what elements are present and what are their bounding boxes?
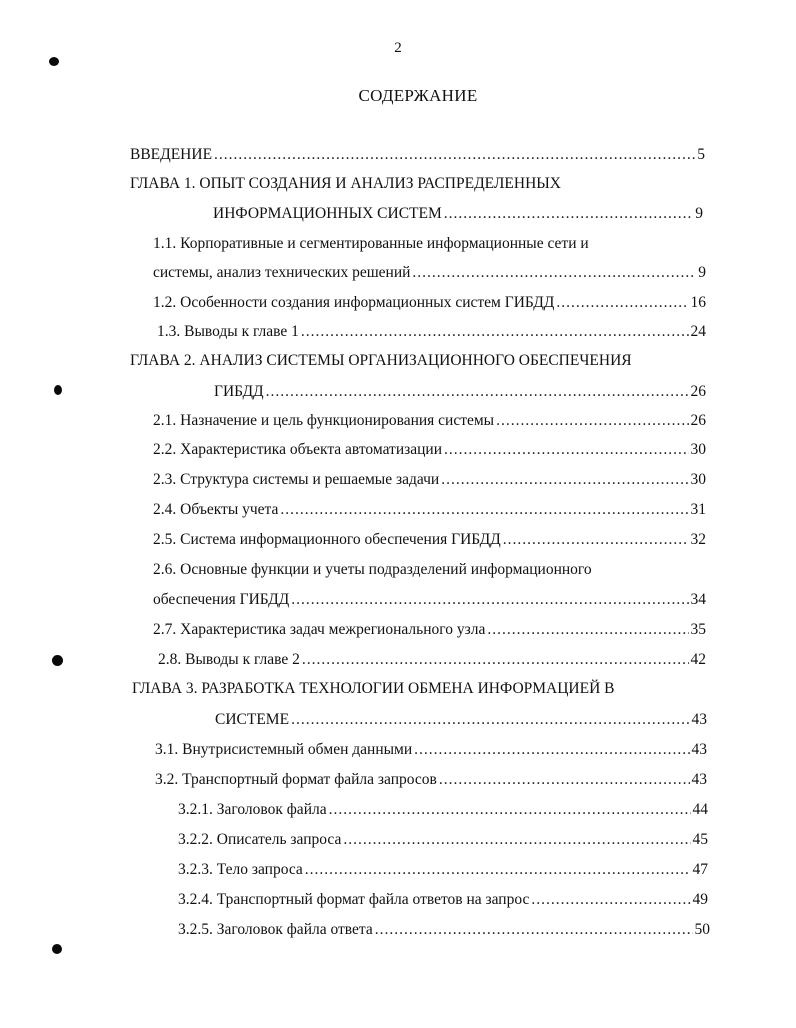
toc-entry-chapter-1-line-1 [130,173,730,195]
toc-entry-page: 32 [690,531,706,548]
dot-leader [444,439,688,461]
toc-entry-page: 49 [692,891,708,908]
page-title: СОДЕРЖАНИЕ [358,86,478,105]
toc-entry-label: 3.1. Внутрисистемный обмен данными [155,741,413,758]
toc-entry-3-2-2 [178,829,708,851]
toc-entry-label: 1.3. Выводы к главе 1 [157,323,299,340]
dot-leader [556,292,688,314]
toc-entry-label: 1.1. Корпоративные и сегментированные информационные сети и [153,235,589,252]
toc-entry-2-4 [153,499,706,521]
toc-entry-page: 9 [695,205,703,222]
toc-entry-introduction [130,144,705,166]
toc-entry-2-3 [153,469,706,491]
toc-entry-label: СИСТЕМЕ [215,711,290,728]
page-number: 2 [394,40,402,56]
toc-entry-page: 34 [690,591,706,608]
toc-entry-2-6 [153,589,706,611]
toc-entry-label: 3.2.1. Заголовок файла [178,801,327,818]
toc-entry-1-2 [153,292,706,314]
toc-entry-label: 2.7. Характеристика задач межрегионального узла [153,621,486,638]
dot-leader [375,919,693,941]
toc-entry-2-1 [153,410,706,432]
scan-mark [52,655,63,666]
toc-entry-2-8 [158,649,706,671]
toc-entry-1-1-line-1 [153,233,713,255]
toc-entry-chapter-2-line-1 [130,350,740,372]
toc-entry-page: 45 [692,831,708,848]
toc-entry-label: 3.2. Транспортный формат файла запросов [155,771,437,788]
dot-leader [496,410,688,432]
dot-leader [291,709,689,731]
toc-entry-1-1 [153,262,706,284]
toc-entry-page: 24 [690,323,706,340]
toc-entry-label: 1.2. Особенности создания информационных систем ГИБДД [153,294,555,311]
toc-entry-3-2-4 [178,889,708,911]
dot-leader [291,589,688,611]
toc-entry-2-2 [153,439,706,461]
toc-entry-label: 2.2. Характеристика объекта автоматизации [153,441,443,458]
toc-entry-label: ИНФОРМАЦИОННЫХ СИСТЕМ [213,205,442,222]
toc-entry-3-2-5 [178,919,710,941]
toc-entry-3-2-1 [178,799,708,821]
toc-entry-chapter-2 [214,381,706,403]
dot-leader [301,321,689,343]
toc-entry-2-5 [153,529,706,551]
toc-entry-page: 5 [697,146,705,163]
dot-leader [503,529,689,551]
dot-leader [214,144,695,166]
toc-entry-3-2 [155,769,707,791]
toc-entry-chapter-3 [215,709,707,731]
toc-entry-label: 2.3. Структура системы и решаемые задачи [153,471,440,488]
toc-entry-page: 42 [690,651,706,668]
toc-entry-page: 26 [690,383,706,400]
toc-entry-2-6-line-1 [153,559,713,581]
toc-entry-page: 43 [691,771,707,788]
toc-entry-label: 2.8. Выводы к главе 2 [158,651,300,668]
toc-entry-page: 30 [690,441,706,458]
toc-entry-chapter-3-line-1 [132,678,732,700]
toc-entry-page: 44 [692,801,708,818]
dot-leader [487,619,688,641]
toc-entry-label: 2.1. Назначение и цель функционирования системы [153,412,495,429]
toc-entry-page: 31 [690,501,706,518]
toc-entry-label: 3.2.5. Заголовок файла ответа [178,921,373,938]
dot-leader [343,829,690,851]
toc-entry-label: ГЛАВА 2. АНАЛИЗ СИСТЕМЫ ОРГАНИЗАЦИОННОГО ОБЕСПЕЧЕНИЯ [130,352,632,369]
dot-leader [305,859,691,881]
dot-leader [531,889,690,911]
dot-leader [414,739,689,761]
toc-entry-chapter-1 [213,203,703,225]
toc-entry-label: ГЛАВА 1. ОПЫТ СОЗДАНИЯ И АНАЛИЗ РАСПРЕДЕЛЕННЫХ [130,175,561,192]
dot-leader [329,799,691,821]
dot-leader [441,469,688,491]
toc-entry-page: 43 [691,741,707,758]
toc-entry-page: 26 [690,412,706,429]
dot-leader [280,499,688,521]
toc-entry-2-7 [153,619,706,641]
toc-entry-label: системы, анализ технических решений [153,264,411,281]
toc-entry-page: 30 [690,471,706,488]
toc-entry-label: 2.4. Объекты учета [153,501,279,518]
toc-entry-label: 2.5. Система информационного обеспечения ГИБДД [153,531,501,548]
toc-entry-page: 35 [690,621,706,638]
toc-entry-3-2-3 [178,859,708,881]
dot-leader [266,381,689,403]
toc-entry-label: обеспечения ГИБДД [153,591,290,608]
toc-entry-page: 47 [692,861,708,878]
scan-mark [49,57,59,66]
toc-entry-page: 9 [698,264,706,281]
dot-leader [412,262,696,284]
dot-leader [439,769,690,791]
toc-entry-label: 3.2.4. Транспортный формат файла ответов на запрос [178,891,530,908]
scan-mark [54,385,62,395]
toc-entry-page: 50 [694,921,710,938]
toc-entry-page: 43 [691,711,707,728]
toc-entry-3-1 [155,739,707,761]
toc-entry-label: 3.2.2. Описатель запроса [178,831,342,848]
toc-entry-1-3 [157,321,706,343]
dot-leader [444,203,693,225]
toc-entry-label: ГЛАВА 3. РАЗРАБОТКА ТЕХНОЛОГИИ ОБМЕНА ИНФОРМАЦИЕЙ В [132,680,615,697]
toc-entry-label: ГИБДД [214,383,264,400]
toc-entry-label: 2.6. Основные функции и учеты подразделений информационного [153,561,592,578]
toc-entry-page: 16 [690,294,706,311]
scan-mark [52,944,62,954]
toc-entry-label: ВВЕДЕНИЕ [130,146,213,163]
dot-leader [302,649,689,671]
toc-entry-label: 3.2.3. Тело запроса [178,861,303,878]
